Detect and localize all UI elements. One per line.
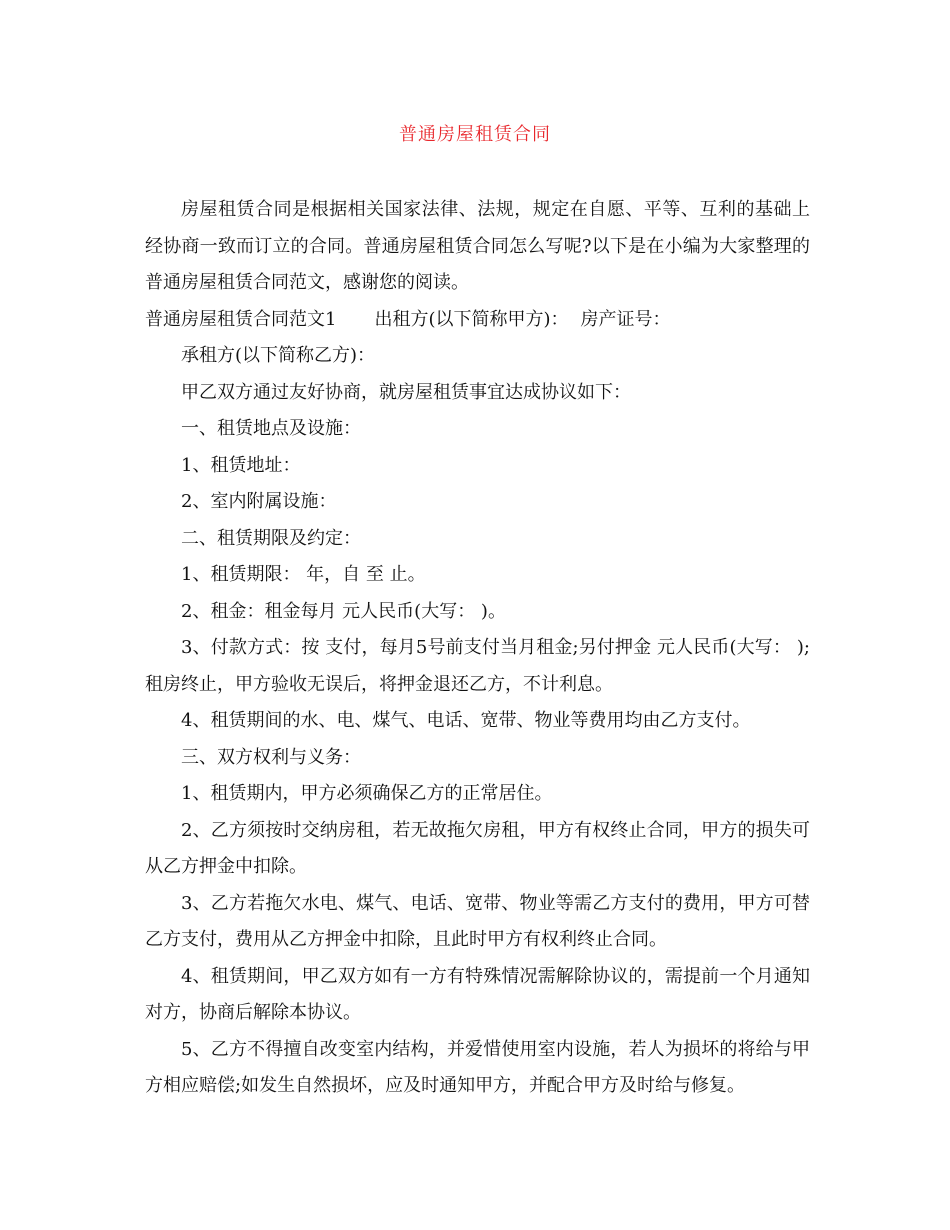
section-heading-2: 二、租赁期限及约定： [181,527,361,549]
section3-item-1: 1、租赁期内，甲方必须确保乙方的正常居住。 [181,783,553,804]
sample-heading-line [145,302,810,339]
section2-item-2: 2、租金：租金每月 元人民币(大写： )。 [181,600,506,622]
section-heading-1: 一、租赁地点及设施： [181,418,361,439]
section2-item-4: 4、租赁期间的水、电、煤气、电话、宽带、物业等费用均由乙方支付。 [181,710,751,731]
lessor-label: 出租方(以下简称甲方)： [374,308,569,330]
section1-item-2: 2、室内附属设施： [181,491,337,512]
section2-item-1: 1、租赁期限： 年，自 至 止。 [181,564,426,585]
section3-item-4: 4、租赁期间，甲乙双方如有一方有特殊情况需解除协议的，需提前一个月通知对方，协商后解除本协议。 [145,965,810,1023]
section2-item-3: 3、付款方式：按 支付，每月5号前支付当月租金;另付押金 元人民币(大写： );租房终止，甲方验收无误后，将押金退还乙方，不计利息。 [145,637,810,695]
property-cert-label: 房产证号： [580,308,671,330]
sample-heading: 普通房屋租赁合同范文1 [145,308,337,330]
section3-item-5: 5、乙方不得擅自改变室内结构，并爱惜使用室内设施，若人为损坏的将给与甲方相应赔偿;如发生自然损坏，应及时通知甲方，并配合甲方及时给与修复。 [145,1038,810,1096]
document-body [145,192,810,1105]
agreement-paragraph: 甲乙双方通过友好协商，就房屋租赁事宜达成协议如下： [181,381,631,403]
intro-paragraph: 房屋租赁合同是根据相关国家法律、法规，规定在自愿、平等、互利的基础上经协商一致而订立的合同。普通房屋租赁合同怎么写呢?以下是在小编为大家整理的普通房屋租赁合同范文，感谢您的阅读。 [145,199,810,293]
section3-item-2: 2、乙方须按时交纳房租，若无故拖欠房租，甲方有权终止合同，甲方的损失可从乙方押金中扣除。 [145,819,810,877]
section1-item-1: 1、租赁地址： [181,454,301,476]
section-heading-3: 三、双方权利与义务： [181,746,361,768]
lessee-label: 承租方(以下简称乙方)： [181,345,376,366]
section3-item-3: 3、乙方若拖欠水电、煤气、电话、宽带、物业等需乙方支付的费用，甲方可替乙方支付，费用从乙方押金中扣除，且此时甲方有权利终止合同。 [145,892,810,950]
document-title: 普通房屋租赁合同 [399,124,551,145]
